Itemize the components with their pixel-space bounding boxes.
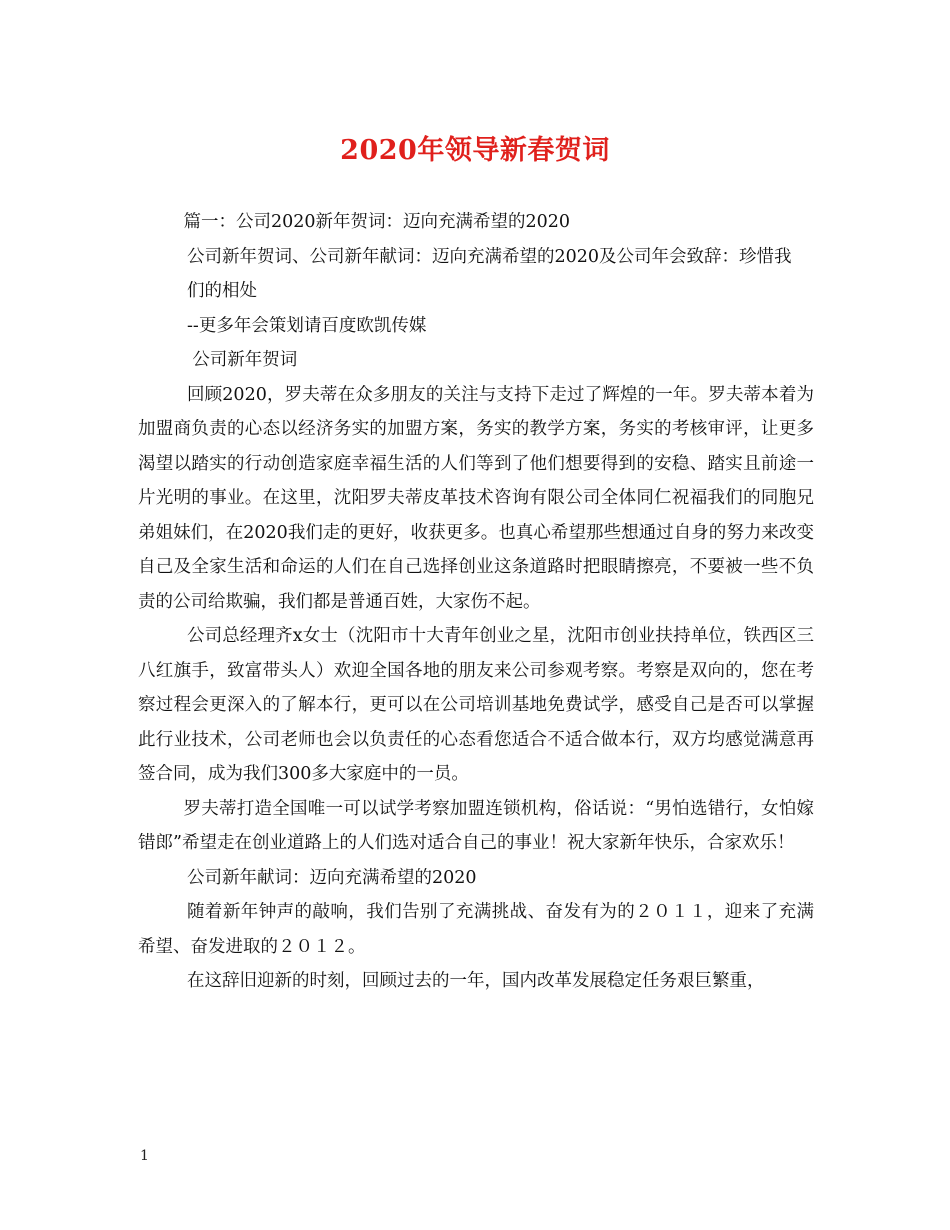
paragraph-review: 回顾2020，罗夫蒂在众多朋友的关注与支持下走过了辉煌的一年。罗夫蒂本着为加盟商负责的心态以经济务实的加盟方案，务实的教学方案，务实的考核审评，让更多渴望以踏实的行动创造家庭幸福生活的人们等到了他们想要得到的安稳、踏实且前途一片光明的事业。在这里，沈阳罗夫蒂皮革技术咨询有限公司全体同仁祝福我们的同胞兄弟姐妹们，在2020我们走的更好，收获更多。也真心希望那些想通过自身的努力来改变自己及全家生活和命运的人们在自己选择创业这条道路时把眼睛擦亮，不要被一些不负责的公司给欺骗，我们都是普通百姓，大家伤不起。 — [138, 384, 814, 612]
page-number: 1 — [140, 1148, 149, 1164]
paragraph-new-year: 随着新年钟声的敲响，我们告别了充满挑战、奋发有为的２０１１，迎来了充满希望、奋发进取的２０１２。 — [138, 902, 814, 957]
paragraph-saying: 罗夫蒂打造全国唯一可以试学考察加盟连锁机构，俗话说：“男怕选错行，女怕嫁错郎”希望走在创业道路上的人们选对适合自己的事业！祝大家新年快乐，合家欢乐！ — [138, 798, 814, 853]
paragraph-reflection: 在这辞旧迎新的时刻，回顾过去的一年，国内改革发展稳定任务艰巨繁重， — [187, 971, 765, 991]
paragraph-subheading-2: 公司新年献词：迈向充满希望的2020 — [187, 867, 477, 888]
paragraph-intro: 公司新年贺词、公司新年献词：迈向充满希望的2020及公司年会致辞：珍惜我 — [187, 246, 792, 267]
paragraph-promo-note: --更多年会策划请百度欧凯传媒 — [187, 315, 427, 336]
paragraph-subheading: 公司新年贺词 — [192, 350, 298, 370]
paragraph-manager: 公司总经理齐x女士（沈阳市十大青年创业之星，沈阳市创业扶持单位，铁西区三八红旗手，致富带头人）欢迎全国各地的朋友来公司参观考察。考察是双向的，您在考察过程会更深入的了解本行，更可以在公司培训基地免费试学，感受自己是否可以掌握此行业技术，公司老师也会以负责任的心态看您适合不适合做本行，双方均感觉满意再签合同，成为我们300多大家庭中的一员。 — [138, 626, 814, 784]
document-body — [138, 205, 814, 999]
paragraph-intro-continued: 们的相处 — [187, 281, 257, 301]
document-title: 2020年领导新春贺词 — [340, 135, 610, 166]
paragraph-section-heading: 篇一：公司2020新年贺词：迈向充满希望的2020 — [183, 212, 571, 232]
